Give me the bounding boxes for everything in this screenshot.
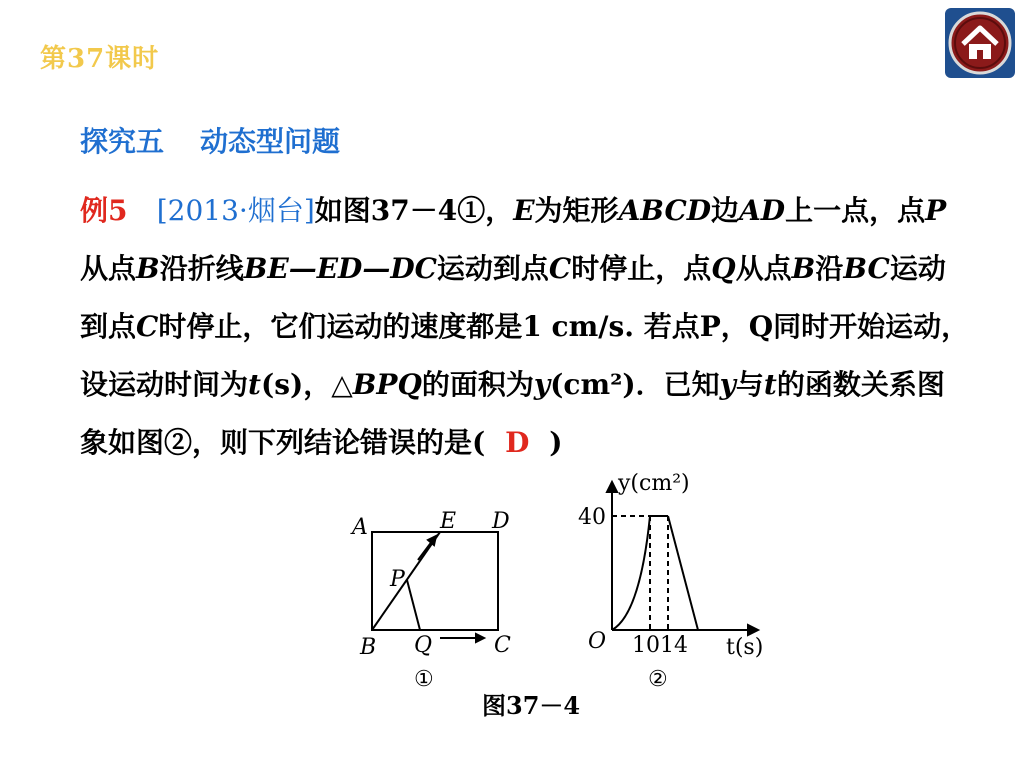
text-run: 时停止，点 [571,252,712,285]
var-E: E [513,194,535,227]
segment-be [372,532,440,630]
label-e: E [440,509,457,534]
text-run: (cm²)．已知 [550,368,720,401]
label-c: C [494,633,511,658]
text-run: 从点 [735,252,792,285]
var-BC: BC [843,252,890,285]
figure-2 [607,482,758,635]
var-C: C [548,252,572,285]
text-run: 与 [735,368,764,401]
text-run: 从点 [80,252,137,285]
var-C: C [136,310,159,343]
text-run: 的函数关系图象如图②，则下列结论错误的是( [80,368,945,459]
text-run: 沿 [815,252,844,285]
text-run: 边 [711,194,740,227]
var-y: y [533,368,551,401]
y-tick-40: 40 [578,505,606,530]
arrow-p [418,536,436,560]
section-heading [80,120,340,160]
var-AD: AD [739,194,786,227]
text-run: 如图37－4①， [314,194,514,227]
label-q: Q [414,633,433,658]
arrow-head [428,536,436,545]
var-y: y [719,368,736,401]
text-run: 沿折线 [159,252,244,285]
lesson-title: 第37课时 [40,44,160,74]
example-number: 例5 [80,194,128,227]
label-p: P [390,567,405,592]
var-B: B [791,252,816,285]
home-icon [945,8,1015,78]
origin-label: O [588,629,607,654]
text-run: 运动到点 [436,252,549,285]
var-t: t [248,368,261,401]
text-run: (s)，△ [260,368,353,401]
figure-1 [372,532,498,642]
var-ABCD: ABCD [618,194,712,227]
var-path: BE—ED—DC [243,252,437,285]
figure-2-tag: ② [648,667,668,692]
label-d: D [492,509,510,534]
problem-source: [2013·烟台] [156,194,315,227]
text-run: 时停止，它们运动的速度都是1 cm/s. 若点P，Q同时开始运动，设运动时间为 [80,310,970,401]
label-a: A [352,515,368,540]
segment-falling [668,516,698,630]
x-tick-labels: 1014 [632,633,688,658]
curve-rising [612,516,650,630]
section-label: 探究五 [80,125,165,158]
figure-caption: 图37－4 [482,691,581,720]
rectangle-abcd [372,532,498,630]
text-run: 为矩形 [534,194,619,227]
segment-pq [407,580,420,630]
home-button[interactable] [945,8,1015,78]
var-BPQ: BPQ [352,368,422,401]
text-run: 运动到点 [80,252,946,343]
var-Q: Q [711,252,736,285]
problem-text [80,182,970,472]
text-run: ) [549,426,563,459]
answer-choice: D [505,426,530,459]
label-b: B [360,635,377,660]
section-title: 动态型问题 [200,125,341,158]
text-run: 的面积为 [421,368,534,401]
y-axis-label: y(cm²) [618,471,690,496]
var-B: B [136,252,160,285]
text-run: 上一点，点 [785,194,926,227]
y-axis-arrow [607,482,617,492]
arrow-head [476,634,484,642]
figure-1-tag: ① [414,667,434,692]
var-t: t [763,368,777,401]
x-axis-label: t(s) [726,635,764,660]
x-axis-arrow [748,625,758,635]
var-P: P [925,194,947,227]
